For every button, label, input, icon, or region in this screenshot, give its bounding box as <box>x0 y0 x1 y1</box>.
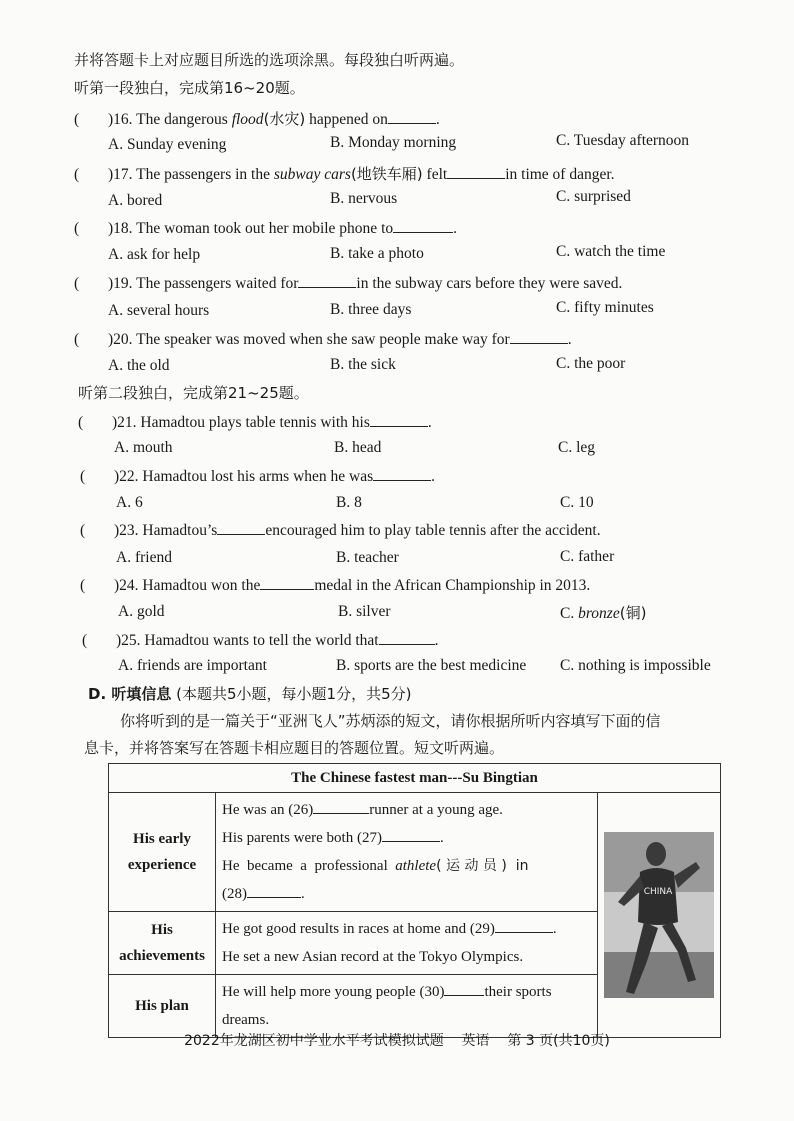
option-b[interactable]: B. 8 <box>336 494 362 511</box>
question-20: ( )20. The speaker was moved when she saw people make way for . <box>74 331 572 348</box>
answer-blank[interactable] <box>388 109 436 124</box>
option-c[interactable]: C. the poor <box>556 355 626 372</box>
runner-photo <box>604 832 714 998</box>
blank-30[interactable] <box>444 981 484 996</box>
achievements-content: He got good results in races at home and (29) . He set a new Asian record at the Tokyo Olympics. <box>216 912 598 975</box>
option-c[interactable]: C. nothing is impossible <box>560 657 711 674</box>
answer-blank[interactable] <box>298 273 356 288</box>
row-head-plan: His plan <box>109 975 216 1038</box>
option-a[interactable]: A. bored <box>108 192 163 209</box>
answer-blank[interactable] <box>510 329 568 344</box>
blank-28[interactable] <box>247 883 301 898</box>
option-a[interactable]: A. friend <box>116 549 172 566</box>
option-c[interactable]: C. father <box>560 548 615 565</box>
option-c[interactable]: C. 10 <box>560 494 594 511</box>
section-d-desc-2: 息卡，并将答案写在答题卡相应题目的答题位置。短文听两遍。 <box>84 739 505 757</box>
section1-title: 听第一段独白，完成第16~20题。 <box>74 79 305 97</box>
question-17: ( )17. The passengers in the subway cars(地铁车厢) felt in time of danger. <box>74 165 615 183</box>
option-c[interactable]: C. Tuesday afternoon <box>556 132 690 149</box>
jersey-text: CHINA <box>643 887 673 897</box>
option-c[interactable]: C. bronze(铜) <box>560 604 647 622</box>
section-d-heading: D. 听填信息 (本题共5小题，每小题1分，共5分) <box>88 685 412 703</box>
question-22: ( )22. Hamadtou lost his arms when he was . <box>80 468 436 485</box>
option-b[interactable]: B. three days <box>330 301 412 318</box>
option-a[interactable]: A. gold <box>118 603 165 620</box>
option-c[interactable]: C. watch the time <box>556 243 666 260</box>
option-a[interactable]: A. ask for help <box>108 246 201 263</box>
option-b[interactable]: B. silver <box>338 603 391 620</box>
option-a[interactable]: A. mouth <box>114 439 173 456</box>
answer-blank[interactable] <box>373 466 431 481</box>
option-a[interactable]: A. several hours <box>108 302 210 319</box>
option-c[interactable]: C. fifty minutes <box>556 299 654 316</box>
option-c[interactable]: C. surprised <box>556 188 631 205</box>
question-18: ( )18. The woman took out her mobile phone to . <box>74 220 457 237</box>
option-b[interactable]: B. the sick <box>330 356 396 373</box>
plan-content: He will help more young people (30) their sports dreams. <box>216 975 598 1038</box>
question-16: ( )16. The dangerous flood(水灾) happened on . <box>74 110 440 128</box>
row-head-early-experience: His early experience <box>109 793 216 912</box>
option-b[interactable]: B. take a photo <box>330 245 424 262</box>
question-23: ( )23. Hamadtou’s encouraged him to play table tennis after the accident. <box>80 522 601 539</box>
photo-cell <box>598 793 721 1038</box>
question-19: ( )19. The passengers waited for in the subway cars before they were saved. <box>74 275 623 292</box>
option-a[interactable]: A. Sunday evening <box>108 136 227 153</box>
section-d-desc-1: 你将听到的是一篇关于“亚洲飞人”苏炳添的短文，请你根据所听内容填写下面的信 <box>120 712 661 730</box>
option-a[interactable]: A. friends are important <box>118 657 267 674</box>
blank-26[interactable] <box>313 799 369 814</box>
blank-27[interactable] <box>382 827 440 842</box>
option-b[interactable]: B. head <box>334 439 382 456</box>
row-head-achievements: His achievements <box>109 912 216 975</box>
question-25: ( )25. Hamadtou wants to tell the world that . <box>82 632 439 649</box>
question-24: ( )24. Hamadtou won the medal in the African Championship in 2013. <box>80 577 591 594</box>
option-c[interactable]: C. leg <box>558 439 596 456</box>
answer-blank[interactable] <box>260 575 314 590</box>
blank-29[interactable] <box>495 918 553 933</box>
answer-blank[interactable] <box>393 218 453 233</box>
option-b[interactable]: B. Monday morning <box>330 134 457 151</box>
answer-blank[interactable] <box>379 630 435 645</box>
option-b[interactable]: B. nervous <box>330 190 398 207</box>
early-experience-content: He was an (26) runner at a young age. His parents were both (27) . He became a professional athlete( 运 动 员 ) in (28) . <box>216 793 598 912</box>
intro-line: 并将答题卡上对应题目所选的选项涂黑。每段独白听两遍。 <box>74 51 465 69</box>
option-a[interactable]: A. the old <box>108 357 170 374</box>
option-a[interactable]: A. 6 <box>116 494 143 511</box>
answer-blank[interactable] <box>217 520 265 535</box>
info-card-table <box>108 763 721 1038</box>
question-21: ( )21. Hamadtou plays table tennis with his . <box>78 414 432 431</box>
section2-title: 听第二段独白，完成第21~25题。 <box>78 384 309 402</box>
option-b[interactable]: B. teacher <box>336 549 399 566</box>
card-title: The Chinese fastest man---Su Bingtian <box>109 764 721 793</box>
answer-blank[interactable] <box>447 164 505 179</box>
page-footer: 2022年龙湖区初中学业水平考试模拟试题 英语 第 3 页(共10页) <box>184 1033 610 1049</box>
answer-blank[interactable] <box>370 412 428 427</box>
option-b[interactable]: B. sports are the best medicine <box>336 657 527 674</box>
